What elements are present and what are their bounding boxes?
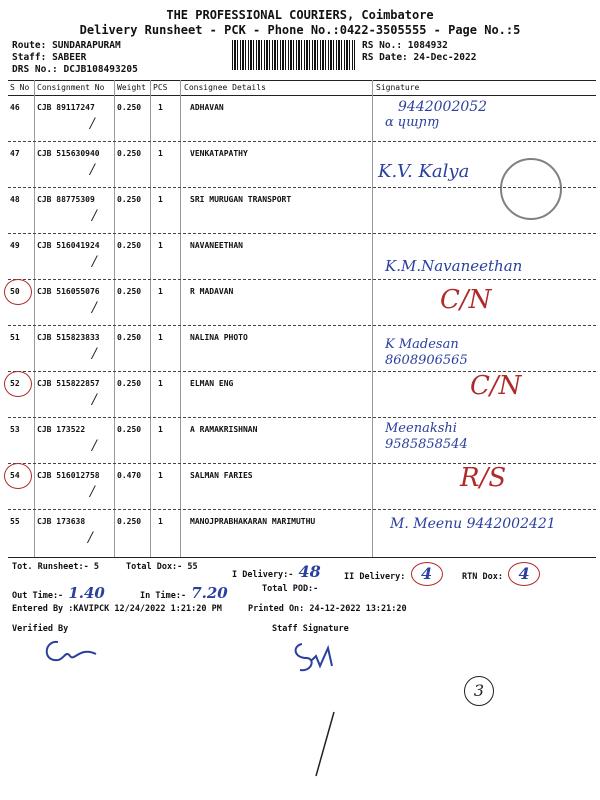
- total-dox-value: 55: [187, 562, 198, 572]
- rs-date-line: [362, 52, 476, 63]
- check-mark-icon: /: [92, 254, 97, 270]
- row-weight: 0.250: [117, 333, 142, 342]
- pen-stroke-mark: [310, 710, 340, 780]
- total-dox: [126, 562, 198, 572]
- row-pcs: 1: [158, 241, 163, 250]
- row-pcs: 1: [158, 149, 163, 158]
- rs-no-line: [362, 40, 448, 51]
- row-weight: 0.250: [117, 287, 142, 296]
- row-signature: Meenakshi 9585858544: [385, 421, 468, 452]
- row-signature: K Madesan 8608906565: [385, 337, 468, 368]
- entered-by: Entered By :KAVIPCK 12/24/2022 1:21:20 PM: [12, 604, 222, 614]
- row-consignment-no: CJB 515823833: [37, 333, 100, 342]
- check-mark-icon: /: [90, 116, 95, 132]
- table-row: [0, 325, 600, 371]
- table-top-rule: [8, 80, 596, 81]
- row-sno: 52: [10, 379, 20, 388]
- row-weight: 0.250: [117, 379, 142, 388]
- row-weight: 0.250: [117, 103, 142, 112]
- rs-date-label: RS Date:: [362, 52, 408, 63]
- i-delivery: [232, 562, 321, 581]
- row-signature: M. Meenu 9442002421: [390, 516, 556, 532]
- row-pcs: 1: [158, 471, 163, 480]
- row-pcs: 1: [158, 379, 163, 388]
- in-time: [140, 584, 228, 602]
- staff-line: [12, 52, 86, 63]
- row-consignee: NALINA PHOTO: [190, 333, 248, 342]
- check-mark-icon: /: [92, 300, 97, 316]
- row-pcs: 1: [158, 425, 163, 434]
- tot-runsheet-label: Tot. Runsheet:-: [12, 562, 89, 572]
- row-consignee: R MADAVAN: [190, 287, 234, 296]
- rs-no-value: 1084932: [407, 40, 448, 51]
- barcode: [232, 40, 355, 70]
- row-consignment-no: CJB 89117247: [37, 103, 95, 112]
- row-sno: 46: [10, 103, 20, 112]
- drs-value: DCJB108493205: [63, 64, 138, 75]
- table-row: [0, 279, 600, 325]
- handwritten-signature-mark: ɑ ɥɯɲɱ: [385, 115, 440, 130]
- row-weight: 0.250: [117, 425, 142, 434]
- row-signature: K.M.Navaneethan: [385, 257, 523, 275]
- row-pcs: 1: [158, 333, 163, 342]
- ii-delivery-label: II Delivery:: [344, 572, 406, 582]
- rtn-dox: [462, 562, 540, 586]
- row-signature: C/N: [440, 285, 492, 315]
- rtn-dox-label: RTN Dox:: [462, 572, 503, 582]
- row-consignment-no: CJB 515630940: [37, 149, 100, 158]
- row-pcs: 1: [158, 287, 163, 296]
- staff-signature-mark: [282, 636, 352, 676]
- table-row: [0, 417, 600, 463]
- total-pod-label: Total POD:-: [262, 584, 319, 594]
- row-weight: 0.470: [117, 471, 142, 480]
- check-mark-icon: /: [90, 162, 95, 178]
- ii-delivery-value: 4: [411, 562, 443, 586]
- row-consignee: A RAMAKRISHNAN: [190, 425, 258, 434]
- row-pcs: 1: [158, 517, 163, 526]
- check-mark-icon: /: [92, 208, 97, 224]
- rs-no-label: RS No.:: [362, 40, 403, 51]
- row-sno: 55: [10, 517, 20, 526]
- check-mark-icon: /: [90, 484, 95, 500]
- column-header-weight: Weight: [117, 83, 146, 92]
- rtn-dox-value: 4: [508, 562, 540, 586]
- column-header-consignment: Consignment No: [37, 83, 105, 92]
- row-consignment-no: CJB 516012758: [37, 471, 100, 480]
- row-pcs: 1: [158, 103, 163, 112]
- row-consignee: SRI MURUGAN TRANSPORT: [190, 195, 292, 204]
- route-label: Route:: [12, 40, 47, 51]
- row-signature: R/S: [460, 463, 507, 493]
- row-consignment-no: CJB 173522: [37, 425, 86, 434]
- row-weight: 0.250: [117, 241, 142, 250]
- route-line: [12, 40, 121, 51]
- row-sno: 51: [10, 333, 20, 342]
- row-signature: K.V. Kalya: [378, 161, 470, 182]
- ii-delivery: [344, 562, 443, 586]
- verified-by-label: Verified By: [12, 624, 69, 634]
- i-delivery-value: 48: [298, 562, 321, 581]
- row-sno: 54: [10, 471, 20, 480]
- row-consignee: NAVANEETHAN: [190, 241, 243, 250]
- staff-signature-label: Staff Signature: [272, 624, 349, 634]
- row-sno: 53: [10, 425, 20, 434]
- drs-line: [12, 64, 138, 75]
- total-dox-label: Total Dox:-: [126, 562, 183, 572]
- row-sno: 47: [10, 149, 20, 158]
- row-pcs: 1: [158, 195, 163, 204]
- check-mark-icon: /: [92, 346, 97, 362]
- check-mark-icon: /: [92, 392, 97, 408]
- row-sno: 49: [10, 241, 20, 250]
- drs-label: DRS No.:: [12, 64, 58, 75]
- column-header-sno: S No: [10, 83, 30, 92]
- out-time-label: Out Time:-: [12, 591, 64, 601]
- table-row: [0, 371, 600, 417]
- rs-date-value: 24-Dec-2022: [413, 52, 477, 63]
- row-consignment-no: CJB 516041924: [37, 241, 100, 250]
- column-header-pcs: PCS: [153, 83, 168, 92]
- row-consignee: VENKATAPATHY: [190, 149, 248, 158]
- i-delivery-label: I Delivery:-: [232, 570, 294, 580]
- table-row: [0, 233, 600, 279]
- row-signature: C/N: [470, 371, 522, 401]
- check-mark-icon: /: [92, 438, 97, 454]
- row-consignment-no: CJB 88775309: [37, 195, 95, 204]
- staff-value: SABEER: [52, 52, 87, 63]
- row-consignment-no: CJB 173638: [37, 517, 86, 526]
- row-weight: 0.250: [117, 517, 142, 526]
- out-time: [12, 584, 105, 602]
- verifier-signature-mark: [40, 632, 100, 666]
- row-consignment-no: CJB 515822857: [37, 379, 100, 388]
- row-weight: 0.250: [117, 195, 142, 204]
- in-time-value: 7.20: [191, 584, 228, 602]
- runsheet-title: Delivery Runsheet - PCK - Phone No.:0422-3505555 - Page No.:5: [79, 23, 521, 37]
- row-consignee: MANOJPRABHAKARAN MARIMUTHU: [190, 517, 316, 526]
- staff-label: Staff:: [12, 52, 47, 63]
- row-consignment-no: CJB 516055076: [37, 287, 100, 296]
- tot-runsheet: [12, 562, 99, 572]
- column-header-signature: Signature: [376, 83, 420, 92]
- row-sno: 50: [10, 287, 20, 296]
- row-weight: 0.250: [117, 149, 142, 158]
- printed-on: Printed On: 24-12-2022 13:21:20: [248, 604, 407, 614]
- out-time-value: 1.40: [68, 584, 105, 602]
- route-value: SUNDARAPURAM: [52, 40, 121, 51]
- row-consignee: SALMAN FARIES: [190, 471, 253, 480]
- table-row: [0, 187, 600, 233]
- in-time-label: In Time:-: [140, 591, 187, 601]
- check-mark-icon: /: [88, 530, 93, 546]
- row-signature: 9442002052: [398, 99, 488, 115]
- row-consignee: ADHAVAN: [190, 103, 224, 112]
- page-mark: 3: [464, 676, 494, 706]
- company-title: THE PROFESSIONAL COURIERS, Coimbatore: [166, 8, 434, 22]
- row-consignee: ELMAN ENG: [190, 379, 234, 388]
- column-header-consignee: Consignee Details: [184, 83, 266, 92]
- tot-runsheet-value: 5: [93, 562, 100, 572]
- row-sno: 48: [10, 195, 20, 204]
- table-bottom-rule: [8, 557, 596, 558]
